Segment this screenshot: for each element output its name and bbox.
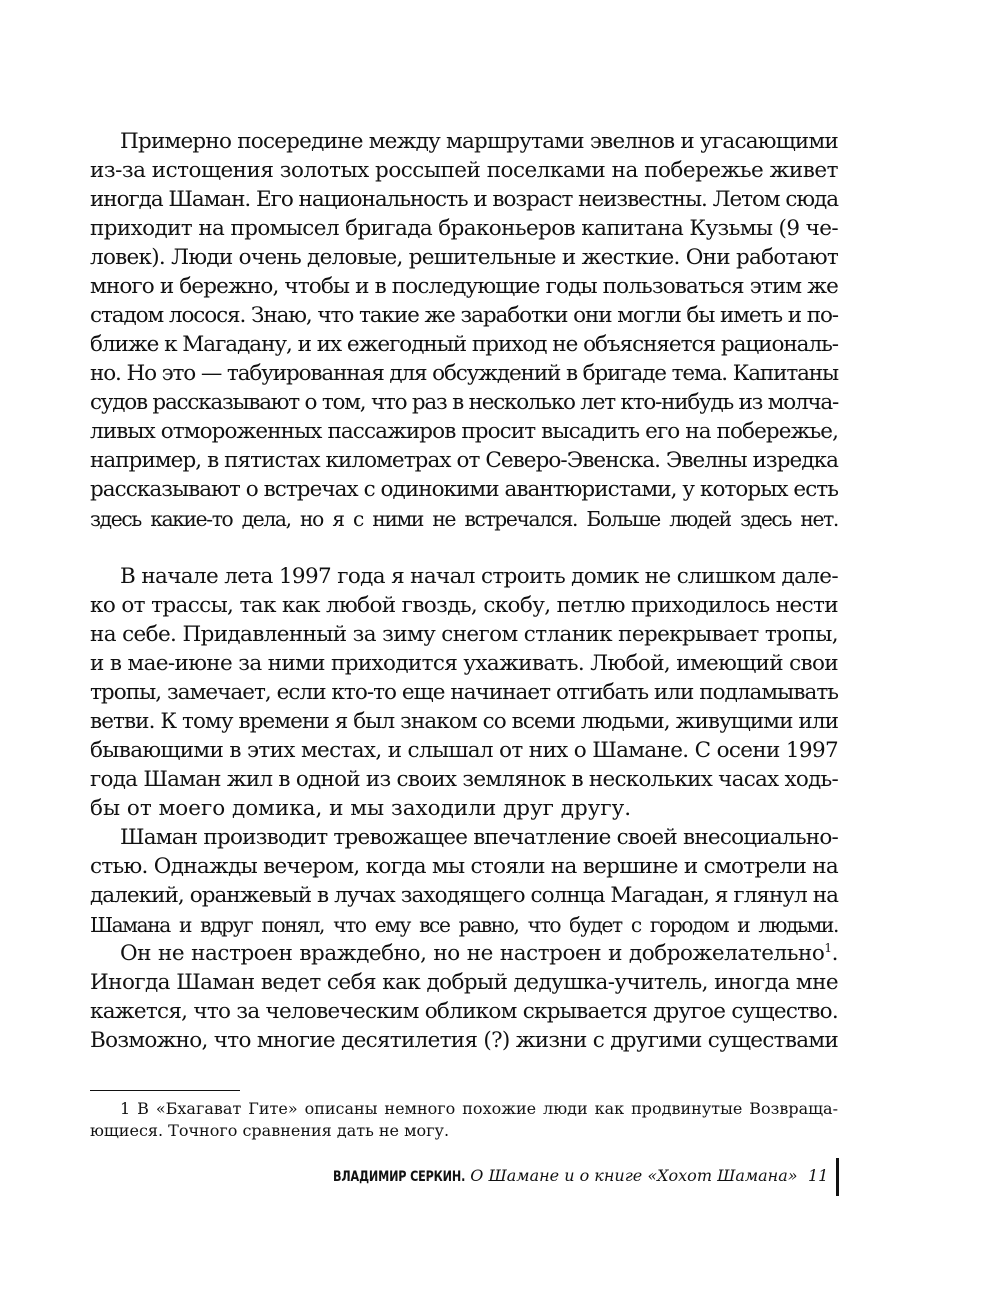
body-line: ловек). Люди очень деловые, решительные и жесткие. Они работают (90, 245, 838, 270)
body-line: рассказывают о встречах с одинокими авантюристами, у которых есть (90, 477, 838, 502)
body-line: например, в пятистах километрах от Северо-Эвенска. Эвелны изредка (90, 448, 838, 473)
body-line: бывающими в этих местах, и слышал от них о Шамане. С осени 1997 (90, 738, 838, 763)
body-line: стью. Однажды вечером, когда мы стояли на вершине и смотрели на (90, 854, 838, 879)
body-line: Шамана и вдруг понял, что ему все равно, что будет с городом и людьми. (90, 913, 838, 937)
footer-author: ВЛАДИМИР СЕРКИН. (333, 1169, 466, 1185)
body-line: Примерно посередине между маршрутами эвелнов и угасающими (120, 129, 838, 154)
body-line: года Шаман жил в одной из своих землянок в нескольких часах ходь- (90, 767, 838, 792)
body-line: Он не настроен враждебно, но не настроен и доброжелательно$^1$. (120, 940, 838, 966)
body-line: на себе. Придавленный за зиму снегом стланик перекрывает тропы, (90, 622, 838, 647)
body-line: ко от трассы, так как любой гвоздь, скобу, петлю приходилось нести (90, 593, 838, 618)
body-line-text: Он не настроен враждебно, но не настроен и доброжелательно (120, 941, 825, 966)
body-line: и в мае-июне за ними приходится ухаживать. Любой, имеющий свои (90, 651, 838, 676)
footnote-rule (90, 1090, 240, 1091)
body-line: Возможно, что многие десятилетия (?) жизни с другими существами (90, 1028, 838, 1053)
body-line: ливых отмороженных пассажиров просит высадить его на побережье, (90, 419, 839, 444)
footer-book-title: О Шамане и о книге «Хохот Шамана» (470, 1166, 798, 1185)
body-line: ветви. К тому времени я был знаком со всеми людьми, живущими или (90, 709, 838, 734)
body-line: судов рассказывают о том, что раз в несколько лет кто-нибудь из молча- (90, 390, 838, 415)
page-number: 11 (808, 1166, 829, 1185)
body-line: много и бережно, чтобы и в последующие годы пользоваться этим же (90, 274, 838, 299)
body-line: но. Но это — табуированная для обсуждений в бригаде тема. Капитаны (90, 361, 838, 386)
running-footer (300, 1166, 798, 1187)
body-line: иногда Шаман. Его национальность и возраст неизвестны. Летом сюда (90, 187, 838, 212)
body-line: бы от моего домика, и мы заходили друг другу. (90, 796, 632, 821)
body-line: тропы, замечает, если кто-то еще начинает отгибать или подламывать (90, 680, 838, 705)
body-line: здесь какие-то дела, но я с ними не встречался. Больше людей здесь нет. (90, 507, 838, 531)
body-line: из-за истощения золотых россыпей поселками на побережье живет (90, 158, 838, 183)
body-line: ближе к Магадану, и их ежегодный приход не объясняется рациональ- (90, 332, 839, 357)
body-line: кажется, что за человеческим обликом скрывается другое существо. (90, 999, 838, 1024)
body-line: стадом лосося. Знаю, что такие же заработки они могли бы иметь и по- (90, 303, 838, 328)
body-line: далекий, оранжевый в лучах заходящего солнца Магадан, я глянул на (90, 883, 838, 908)
footnote-line: 1 В «Бхагават Гите» описаны немного похожие люди как продвинутые Возвраща- (120, 1099, 838, 1118)
footnote-line: ющиеся. Точного сравнения дать не могу. (90, 1121, 450, 1140)
body-line: приходит на промысел бригада браконьеров капитана Кузьмы (9 че- (90, 216, 838, 241)
footnote-marker[interactable]: 1 (824, 940, 832, 955)
body-line: Иногда Шаман ведет себя как добрый дедушка-учитель, иногда мне (90, 970, 838, 995)
body-line: В начале лета 1997 года я начал строить домик не слишком дале- (120, 564, 838, 589)
body-line: Шаман производит тревожащее впечатление своей внесоциально- (120, 825, 838, 850)
footer-rule (836, 1158, 839, 1196)
